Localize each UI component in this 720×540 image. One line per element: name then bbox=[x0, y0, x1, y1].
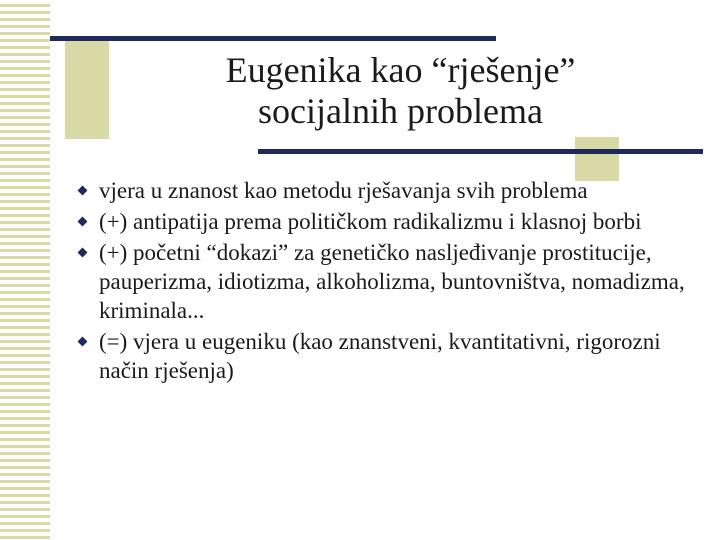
bullet-text: (=) vjera u eugeniku (kao znanstveni, kvantitativni, rigorozni način rješenja) bbox=[99, 329, 661, 383]
bullet-item bbox=[78, 327, 698, 385]
bullet-text: (+) početni “dokazi” za genetičko nasljeđivanje prostitucije, pauperizma, idiotizma, alkoholizma, buntovništva, nomadizma, kriminala... bbox=[99, 240, 685, 323]
diamond-bullet-icon bbox=[78, 217, 88, 227]
bullet-text: vjera u znanost kao metodu rješavanja svih problema bbox=[99, 178, 588, 203]
diamond-bullet-icon bbox=[78, 186, 88, 196]
slide-title-line-2: socijalnih problema bbox=[258, 91, 543, 131]
bullet-item bbox=[78, 238, 698, 325]
slide-title-line-1: Eugenika kao “rješenje” bbox=[225, 50, 576, 90]
decorative-line-top bbox=[50, 36, 496, 41]
decorative-stripe-band bbox=[0, 0, 50, 540]
decorative-line-bottom bbox=[258, 149, 703, 154]
decorative-olive-block-right bbox=[575, 137, 619, 181]
diamond-bullet-icon bbox=[78, 337, 88, 347]
bullet-text: (+) antipatija prema političkom radikalizmu i klasnoj borbi bbox=[99, 209, 642, 234]
bullet-item bbox=[78, 207, 698, 236]
bullet-item bbox=[78, 176, 698, 205]
slide-title bbox=[108, 50, 693, 132]
decorative-olive-block-left bbox=[65, 36, 109, 139]
bullet-list bbox=[78, 176, 698, 387]
diamond-bullet-icon bbox=[78, 248, 88, 258]
